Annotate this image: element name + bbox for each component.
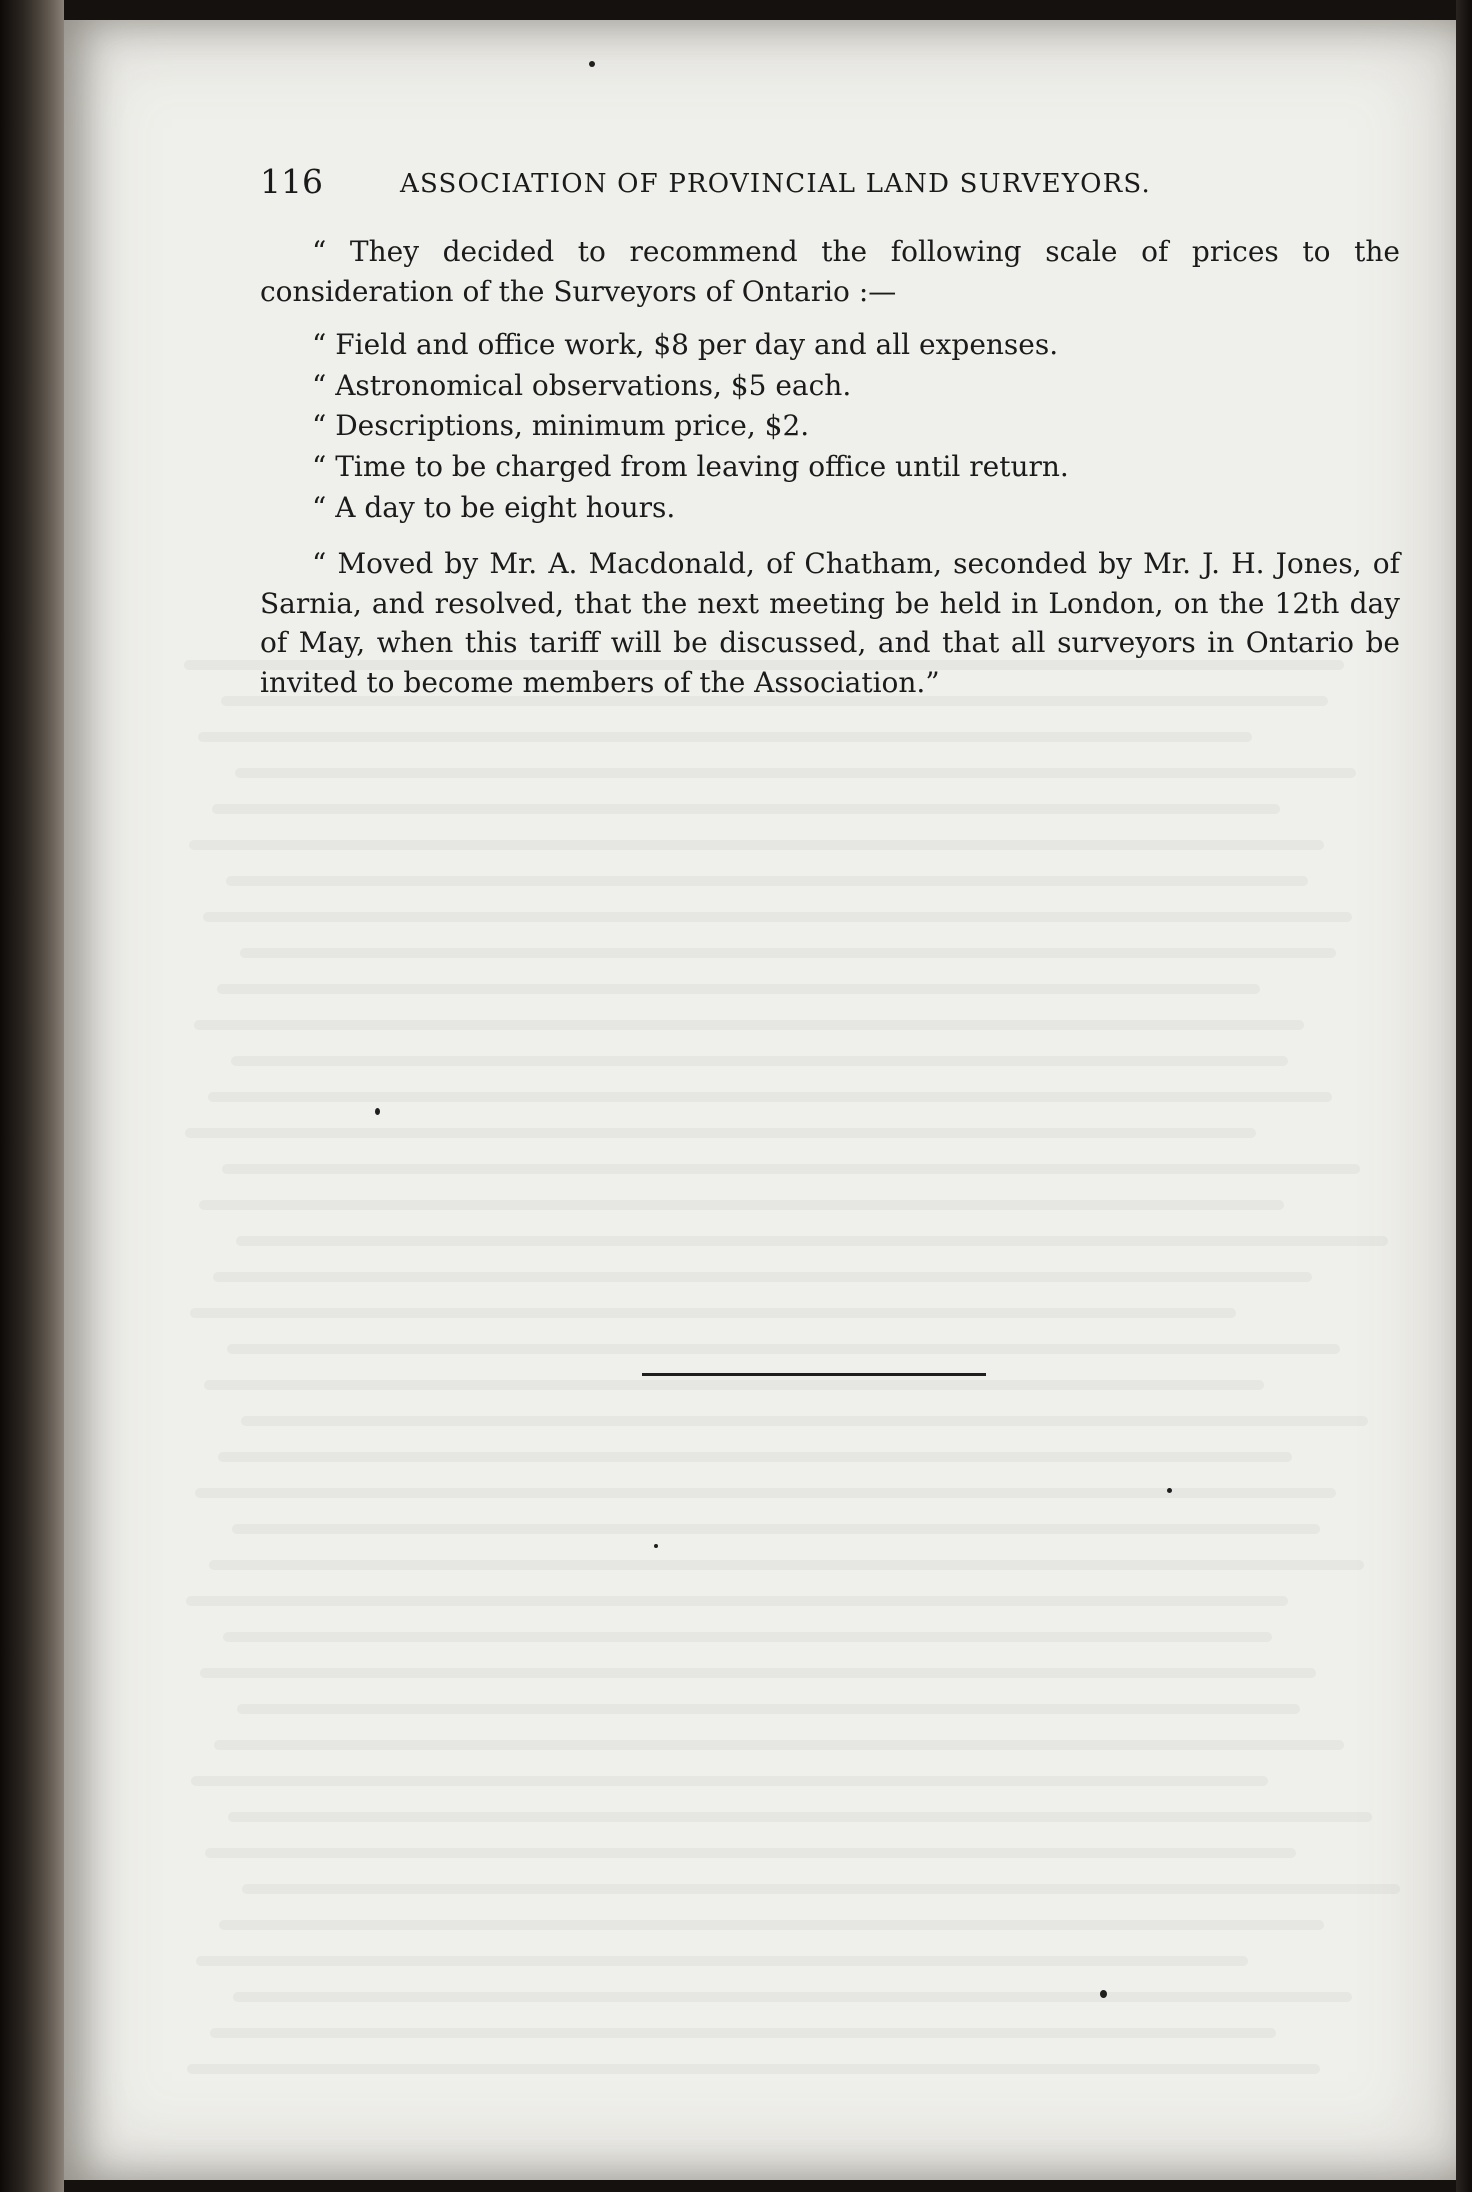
ink-speck bbox=[1100, 1990, 1107, 1998]
show-through-line bbox=[222, 1164, 1360, 1174]
intro-paragraph: “ They decided to recommend the following scale of prices to the consideration of the Surveyors of Ontario :— bbox=[260, 235, 1400, 308]
page-edge-shadow bbox=[1456, 0, 1472, 2192]
show-through-line bbox=[218, 1452, 1292, 1462]
show-through-line bbox=[191, 1776, 1268, 1786]
show-through-line bbox=[223, 1632, 1272, 1642]
show-through-line bbox=[226, 876, 1308, 886]
show-through-line bbox=[198, 732, 1252, 742]
ink-speck bbox=[1167, 1488, 1172, 1493]
show-through-line bbox=[190, 1308, 1236, 1318]
page-number: 116 bbox=[260, 162, 323, 201]
show-through-line bbox=[232, 1524, 1320, 1534]
show-through-line bbox=[236, 1236, 1388, 1246]
resolution-paragraph: “ Moved by Mr. A. Macdonald, of Chatham, seconded by Mr. J. H. Jones, of Sarnia, and resolved, that the next meeting be held in London, on the 12th day of May, when this tariff will be discussed, and that all surveyors in Ontario be invited to become members of the Association.” bbox=[260, 547, 1400, 699]
show-through-line bbox=[227, 1344, 1340, 1354]
show-through-line bbox=[231, 1056, 1288, 1066]
running-head: ASSOCIATION OF PROVINCIAL LAND SURVEYORS. bbox=[400, 169, 1151, 199]
show-through-line bbox=[217, 984, 1260, 994]
show-through-line bbox=[200, 1668, 1316, 1678]
show-through-line bbox=[186, 1596, 1288, 1606]
show-through-line bbox=[212, 804, 1280, 814]
tariff-item: “ Field and office work, $8 per day and all expenses. bbox=[312, 328, 1059, 362]
show-through-line bbox=[242, 1884, 1400, 1894]
show-through-line bbox=[189, 840, 1324, 850]
book-binding bbox=[0, 0, 64, 2192]
show-through-line bbox=[205, 1848, 1296, 1858]
show-through-line bbox=[237, 1704, 1300, 1714]
tariff-list bbox=[260, 325, 1400, 528]
tariff-item: “ Descriptions, minimum price, $2. bbox=[312, 409, 810, 443]
show-through-line bbox=[210, 2028, 1276, 2038]
show-through-line bbox=[196, 1956, 1248, 1966]
ink-speck bbox=[589, 61, 595, 67]
show-through-line bbox=[187, 2064, 1320, 2074]
page-body bbox=[260, 232, 1400, 703]
show-through-line bbox=[214, 1740, 1344, 1750]
show-through-line bbox=[194, 1020, 1304, 1030]
tariff-item: “ Astronomical observations, $5 each. bbox=[312, 368, 852, 402]
tariff-item: “ A day to be eight hours. bbox=[312, 490, 676, 524]
show-through-line bbox=[203, 912, 1352, 922]
show-through-line bbox=[235, 768, 1356, 778]
show-through-line bbox=[204, 1380, 1264, 1390]
section-rule bbox=[642, 1373, 986, 1376]
page-sheet bbox=[64, 20, 1456, 2180]
show-through-line bbox=[208, 1092, 1332, 1102]
show-through-line bbox=[199, 1200, 1284, 1210]
show-through-line bbox=[241, 1416, 1368, 1426]
show-through-line bbox=[213, 1272, 1312, 1282]
show-through-line bbox=[219, 1920, 1324, 1930]
tariff-item: “ Time to be charged from leaving office until return. bbox=[312, 449, 1069, 483]
show-through-line bbox=[185, 1128, 1256, 1138]
ink-speck bbox=[654, 1544, 658, 1548]
show-through-line bbox=[240, 948, 1336, 958]
show-through-line bbox=[209, 1560, 1364, 1570]
show-through-line bbox=[233, 1992, 1352, 2002]
show-through-line bbox=[228, 1812, 1372, 1822]
page-header bbox=[260, 162, 1270, 210]
ink-speck bbox=[375, 1108, 380, 1115]
show-through-line bbox=[195, 1488, 1336, 1498]
